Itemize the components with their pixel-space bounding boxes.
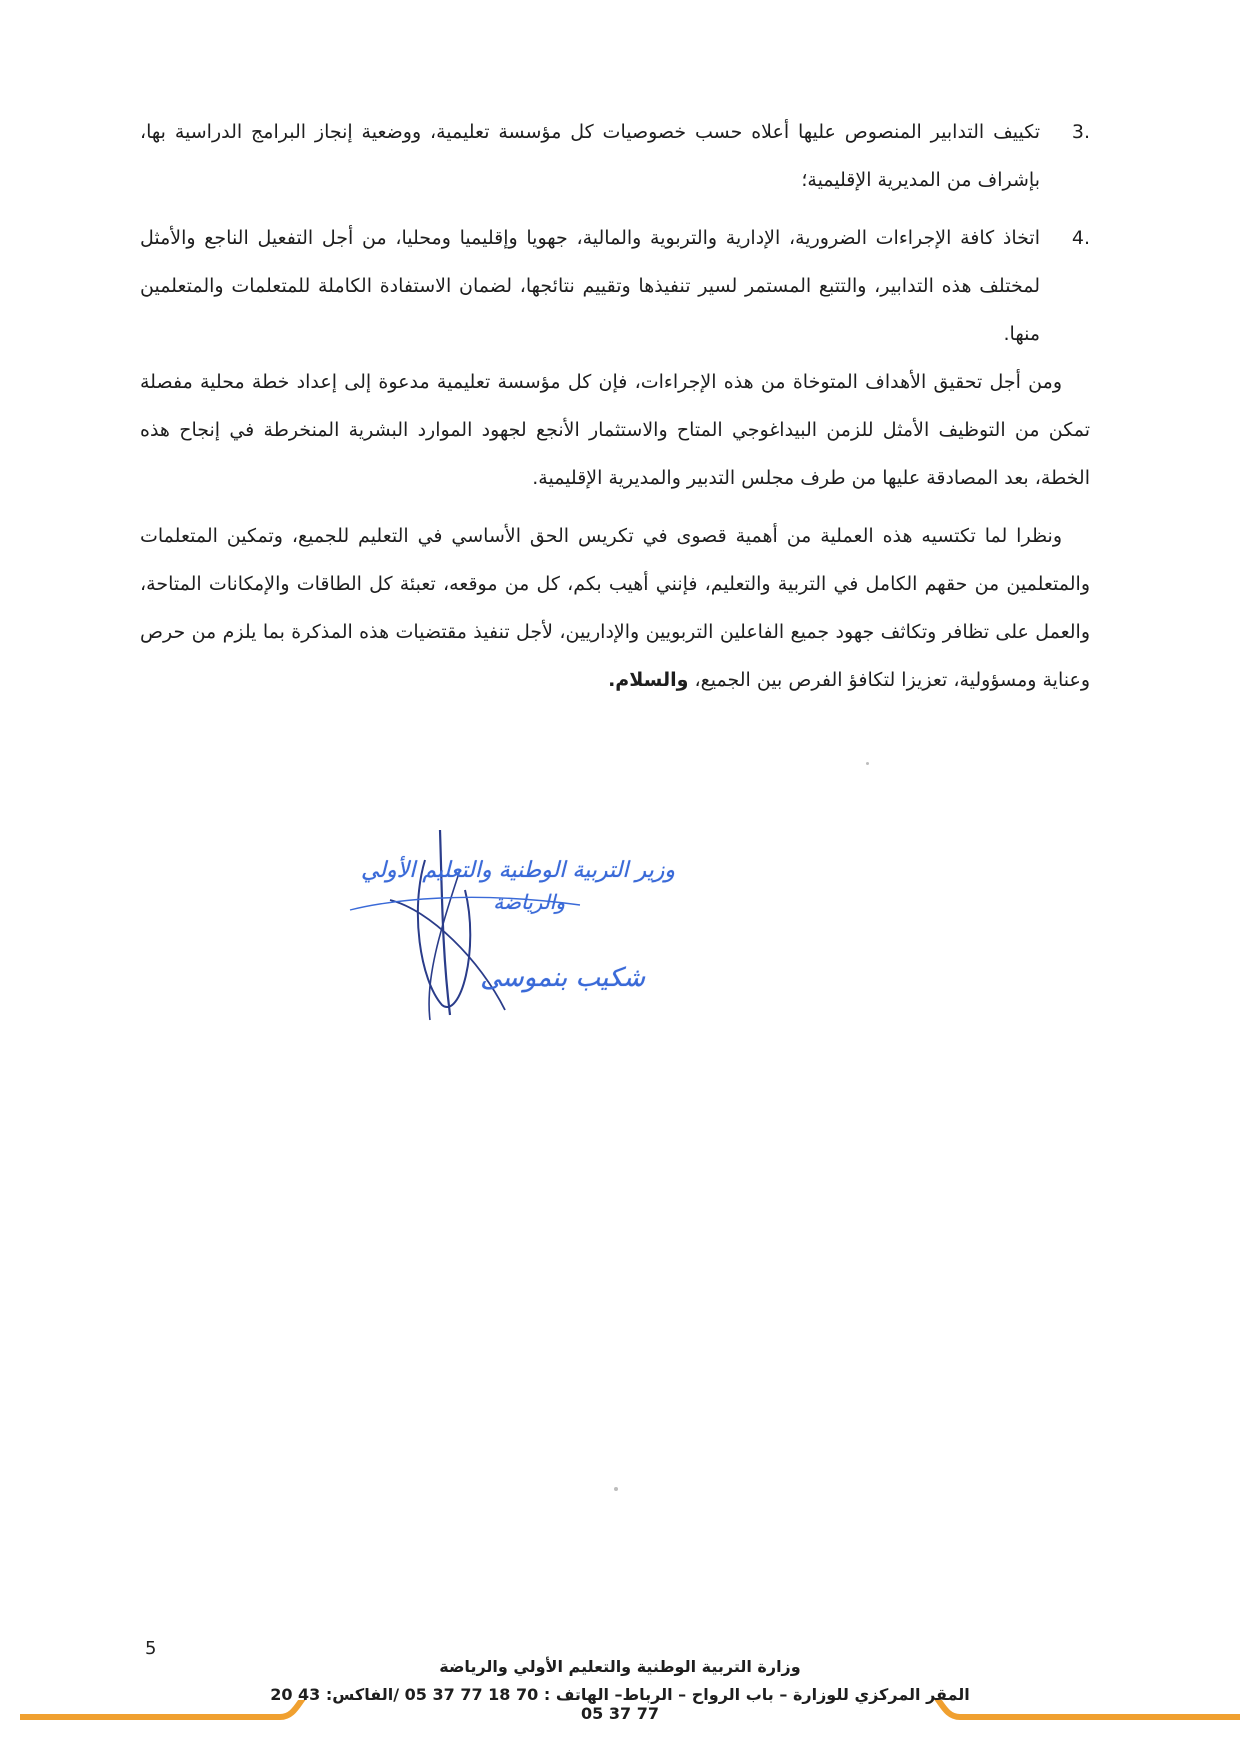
letter-body [140, 108, 1090, 704]
minister-signature [330, 830, 690, 1030]
page-number: 5 [145, 1638, 157, 1659]
list-item-4 [140, 214, 1090, 358]
list-item-number: 3. [1071, 121, 1090, 143]
list-item-number: 4. [1071, 227, 1090, 249]
signature-title-line1: وزير التربية الوطنية والتعليم الأولي [361, 858, 675, 883]
footer-ministry-name: وزارة التربية الوطنية والتعليم الأولي والرياضة [439, 1657, 801, 1676]
signature-name: شكيب بنموسى [480, 963, 645, 993]
list-item-text: تكييف التدابير المنصوص عليها أعلاه حسب خصوصيات كل مؤسسة تعليمية، ووضعية إنجاز البرامج الدراسية بها، بإشراف من المديرية الإقليمية؛ [140, 121, 1040, 191]
closing-salutation: والسلام. [608, 669, 689, 691]
signature-title-line2: والرياضة [493, 890, 565, 914]
paragraph-closing [140, 512, 1090, 704]
footer-address: المقر المركزي للوزارة – باب الرواح – الرباط– الهاتف : 70 18 77 37 05 /الفاكس: 43 20 77 37 05 [270, 1685, 970, 1723]
paragraph-local-plan: ومن أجل تحقيق الأهداف المتوخاة من هذه الإجراءات، فإن كل مؤسسة تعليمية مدعوة إلى إعداد خطة محلية مفصلة تمكن من التوظيف الأمثل للزمن البيداغوجي المتاح والاستثمار الأنجع لجهود الموارد البشرية المنخرطة في إنجاح هذه الخطة، بعد المصادقة عليها من طرف مجلس التدبير والمديرية الإقليمية. [140, 371, 1090, 489]
scan-speck [866, 762, 869, 765]
scan-speck [614, 1487, 618, 1491]
paragraph-closing-text: ونظرا لما تكتسيه هذه العملية من أهمية قصوى في تكريس الحق الأساسي في التعليم للجميع، وتمكين المتعلمات والمتعلمين من حقهم الكامل في التربية والتعليم، فإنني أهيب بكم، كل من موقعه، تعبئة كل الطاقات والإمكانات المتاحة، والعمل على تظافر وتكاثف جهود جميع الفاعلين التربويين والإداريين، لأجل تنفيذ مقتضيات هذه المذكرة بما يلزم من حرص وعناية ومسؤولية، تعزيزا لتكافؤ الفرص بين الجميع، [140, 525, 1090, 691]
list-item-text: اتخاذ كافة الإجراءات الضرورية، الإدارية والتربوية والمالية، جهويا وإقليميا ومحليا، من أجل التفعيل الناجع والأمثل لمختلف هذه التدابير، والتتبع المستمر لسير تنفيذها وتقييم نتائجها، لضمان الاستفادة الكاملة للمتعلمات والمتعلمين منها. [140, 227, 1040, 345]
list-item-3 [140, 108, 1090, 204]
